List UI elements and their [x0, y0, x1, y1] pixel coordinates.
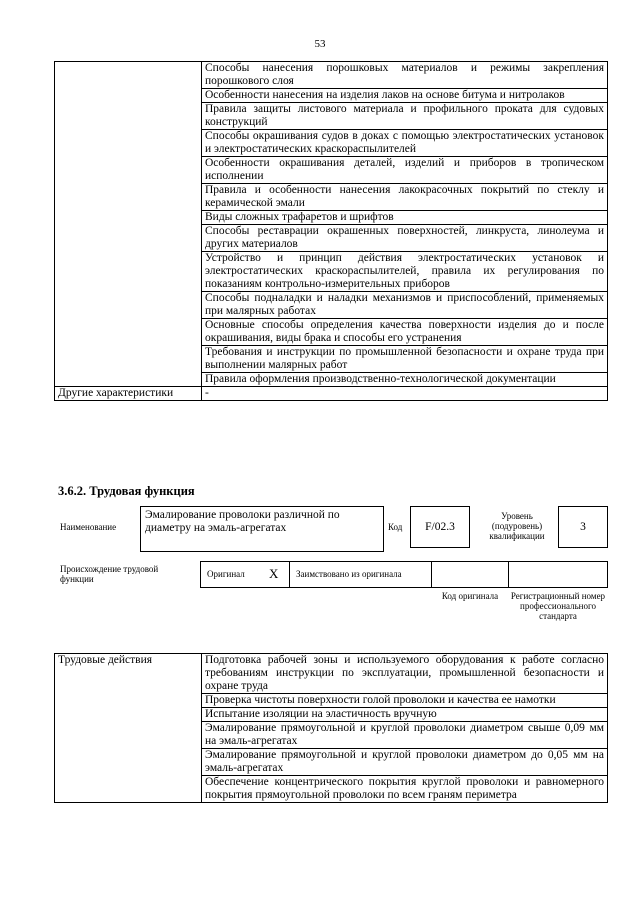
level-label: Уровень (подуровень) квалификации [489, 511, 545, 541]
function-code-box [410, 506, 470, 548]
knowledge-item: Способы реставрации окрашенных поверхностей, линкруста, линолеума и других материалов [202, 225, 608, 252]
labor-action-row [55, 654, 608, 694]
knowledge-item: Устройство и принцип действия электростатических установок и электростатических краскораспылителей, правила их регулирования по показаниям контрольно-измерительных приборов [202, 252, 608, 292]
origin-label: Происхождение трудовой функции [60, 564, 159, 584]
borrowed-label: Заимствовано из оригинала [296, 569, 402, 579]
original-label: Оригинал [207, 569, 245, 579]
labor-actions-label: Трудовые действия [55, 654, 202, 803]
original-mark: X [269, 566, 279, 581]
knowledge-item: Особенности окрашивания деталей, изделий и приборов в тропическом исполнении [202, 157, 608, 184]
labor-action-item: Эмалирование прямоугольной и круглой проволоки диаметром до 0,05 мм на эмаль-агрегатах [202, 749, 608, 776]
original-cell [200, 561, 290, 588]
page-number: 53 [314, 38, 326, 50]
knowledge-item: Виды сложных трафаретов и шрифтов [202, 211, 608, 225]
knowledge-item: Способы нанесения порошковых материалов и режимы закрепления порошкового слоя [202, 62, 608, 89]
labor-action-item: Испытание изоляции на эластичность вручную [202, 708, 608, 722]
knowledge-row [55, 62, 608, 89]
other-characteristics-row [55, 387, 608, 401]
code-label: Код [388, 522, 403, 532]
knowledge-blank-cell [55, 62, 202, 387]
knowledge-item: Правила и особенности нанесения лакокрасочных покрытий по стеклу и керамической эмали [202, 184, 608, 211]
code-original-cell [431, 561, 509, 588]
knowledge-item: Требования и инструкции по промышленной безопасности и охране труда при выполнении малярных работ [202, 346, 608, 373]
knowledge-item: Способы окрашивания судов в доках с помощью электростатических установок и электростатических краскораспылителей [202, 130, 608, 157]
knowledge-item: Основные способы определения качества поверхности изделия до и после окрашивания, виды брака и способы его устранения [202, 319, 608, 346]
labor-actions-table [54, 653, 608, 803]
labor-action-item: Подготовка рабочей зоны и используемого оборудования к работе согласно требованиям инструкции по эксплуатации, промышленной безопасности и охране труда [202, 654, 608, 694]
knowledge-item: Способы подналадки и наладки механизмов и приспособлений, применяемых при малярных работах [202, 292, 608, 319]
knowledge-item: Правила защиты листового материала и профильного проката для судовых конструкций [202, 103, 608, 130]
labor-action-item: Эмалирование прямоугольной и круглой проволоки диаметром свыше 0,09 мм на эмаль-агрегатах [202, 722, 608, 749]
reg-number-caption: Регистрационный номер профессионального стандарта [510, 591, 606, 621]
borrowed-cell [289, 561, 432, 588]
level-value-box [558, 506, 608, 548]
labor-action-item: Проверка чистоты поверхности голой проволоки и качества ее намотки [202, 694, 608, 708]
knowledge-item: Правила оформления производственно-технологической документации [202, 373, 608, 387]
other-characteristics-value: - [202, 387, 608, 401]
section-title: 3.6.2. Трудовая функция [58, 484, 195, 498]
reg-number-cell [508, 561, 608, 588]
knowledge-table [54, 61, 608, 401]
knowledge-item: Особенности нанесения на изделия лаков на основе битума и нитролаков [202, 89, 608, 103]
function-name: Эмалирование проволоки различной по диаметру на эмаль-агрегатах [145, 509, 340, 534]
other-characteristics-label: Другие характеристики [55, 387, 202, 401]
function-code: F/02.3 [425, 521, 455, 533]
name-label: Наименование [60, 522, 117, 532]
code-original-caption: Код оригинала [441, 591, 499, 601]
function-name-box [140, 506, 384, 552]
level-value: 3 [580, 521, 586, 533]
labor-action-item: Обеспечение концентрического покрытия круглой проволоки и равномерного покрытия прямоугольной проволоки по всем граням периметра [202, 776, 608, 803]
